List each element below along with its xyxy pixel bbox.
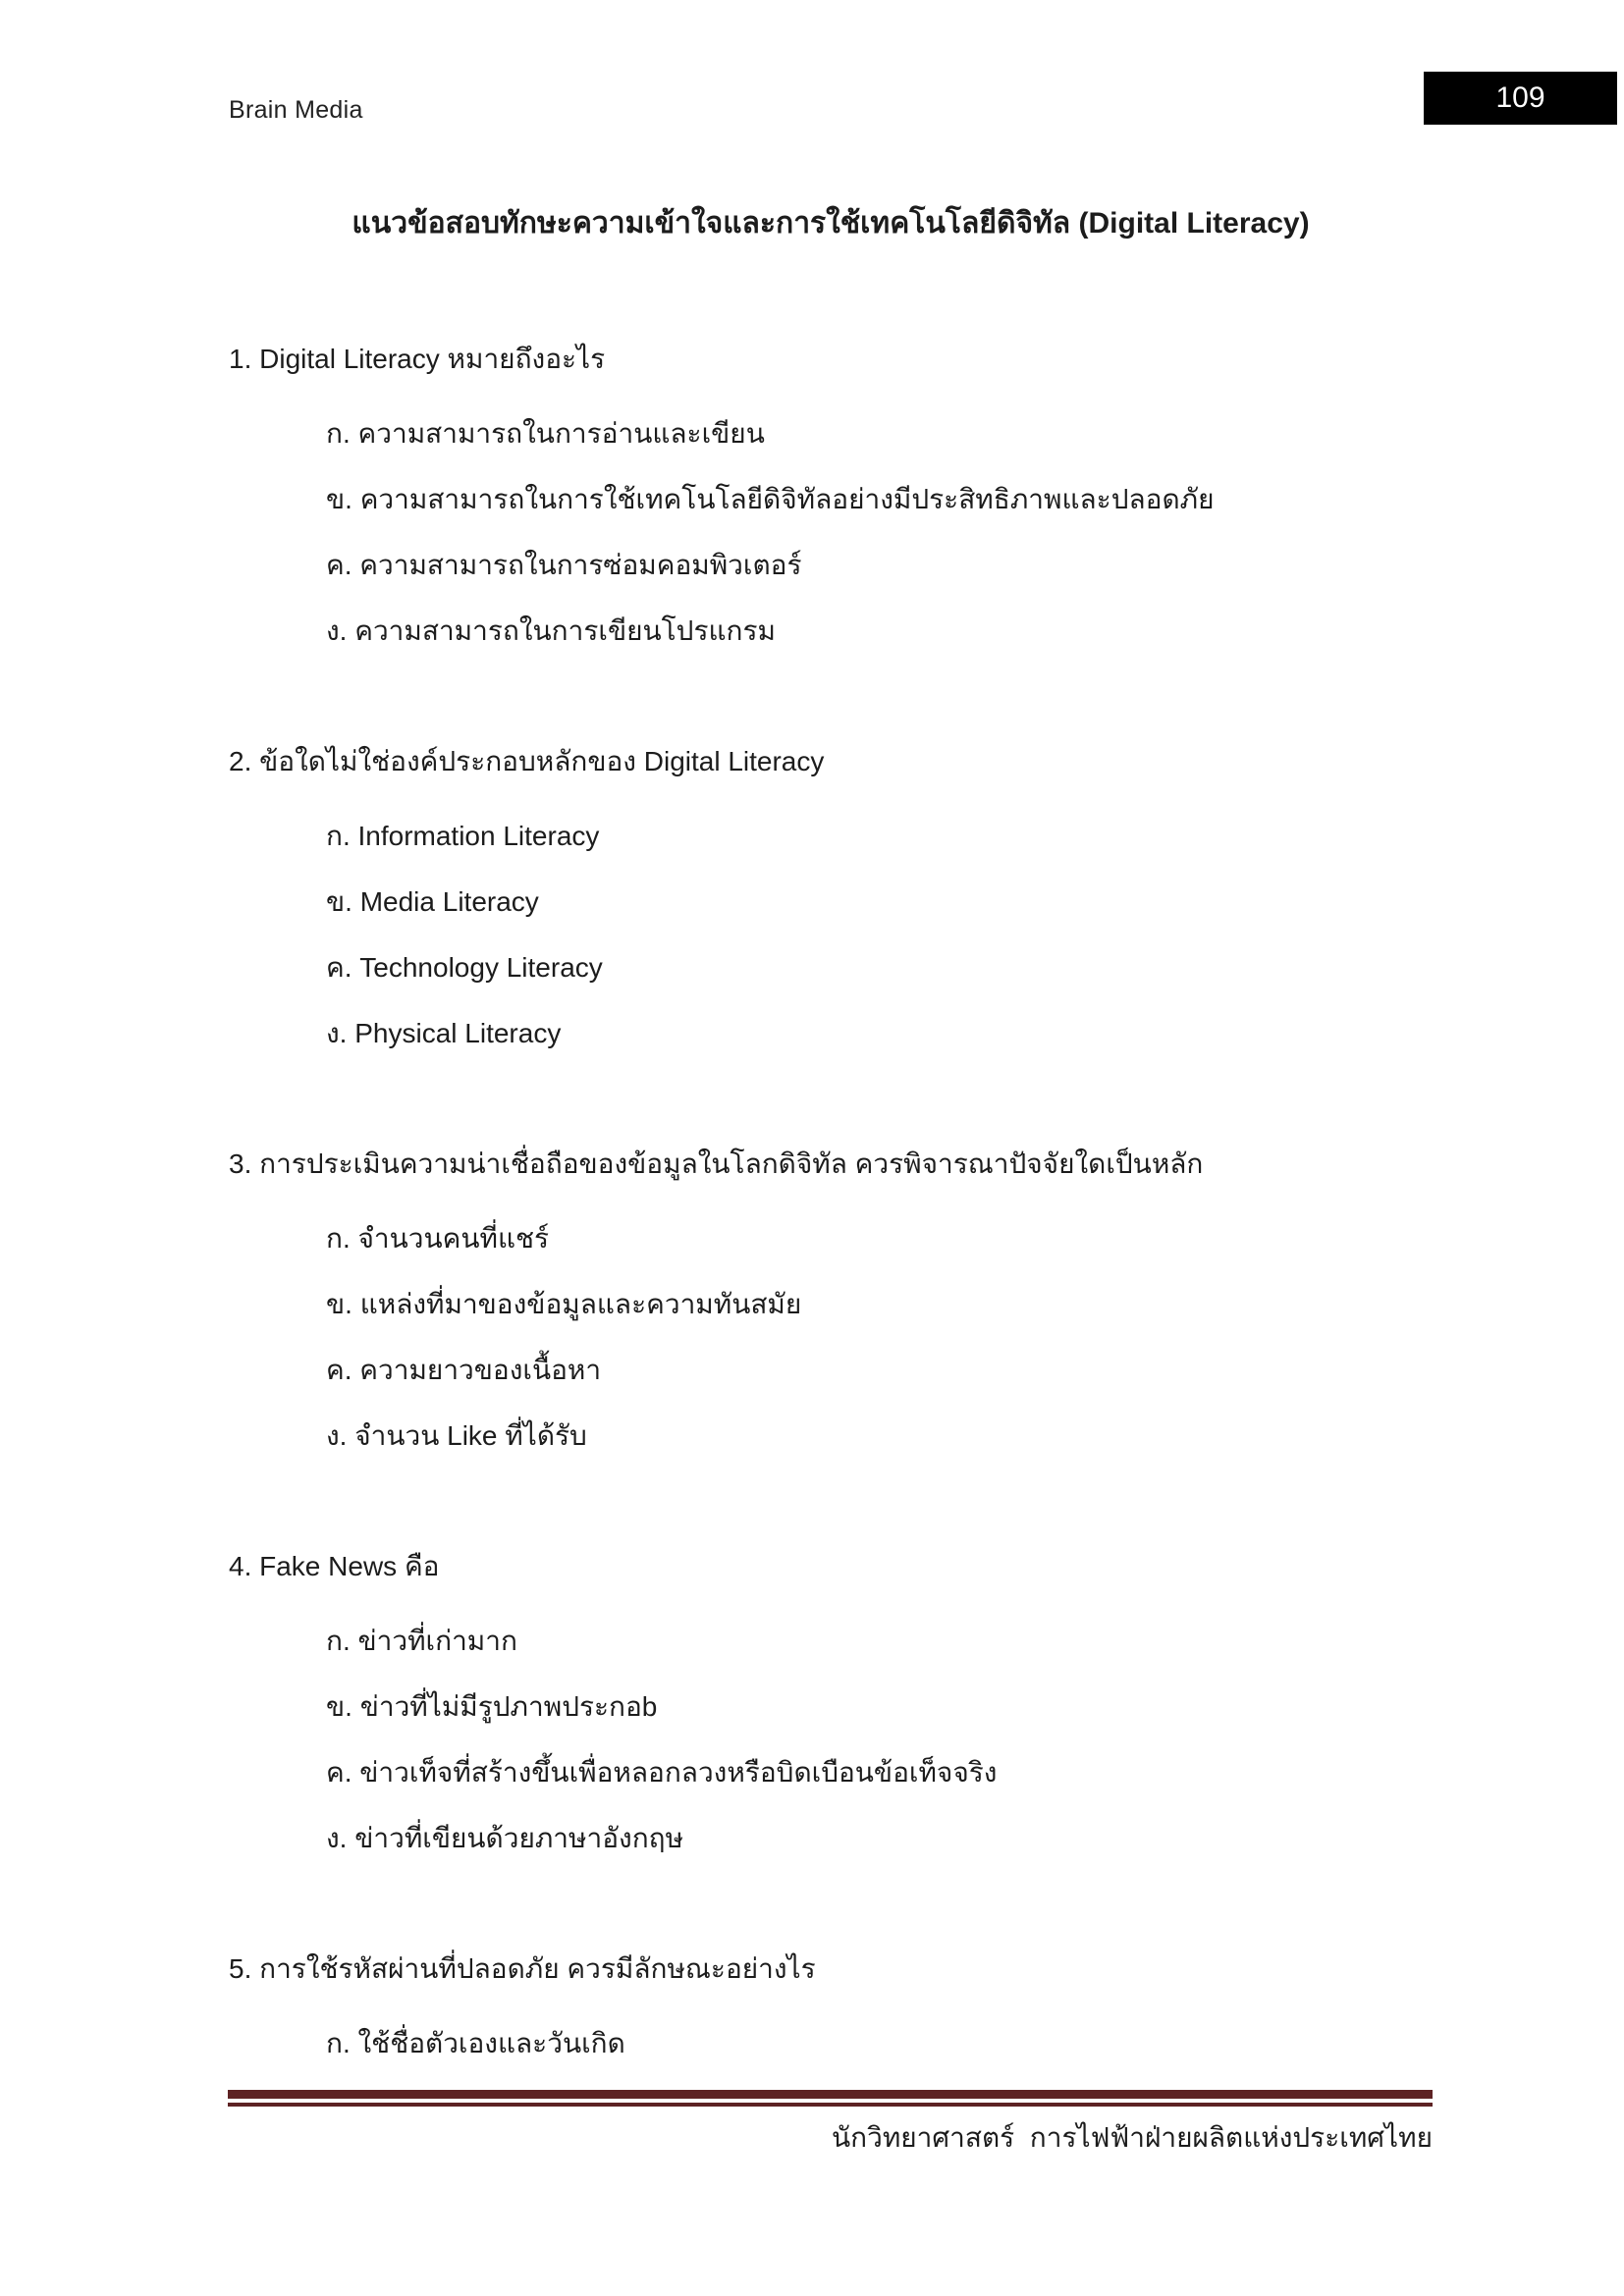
question-item — [229, 340, 1433, 651]
question-text: 5. การใช้รหัสผ่านที่ปลอดภัย ควรมีลักษณะอย่างไร — [229, 1953, 816, 1984]
option-text: ข. ความสามารถในการใช้เทคโนโลยีดิจิทัลอย่างมีประสิทธิภาพและปลอดภัย — [326, 484, 1215, 514]
question-text: 2. ข้อใดไม่ใช่องค์ประกอบหลักของ Digital Literacy — [229, 746, 825, 776]
option-text: ง. Physical Literacy — [326, 1018, 562, 1048]
question-item — [229, 742, 1433, 1053]
page-title: แนวข้อสอบทักษะความเข้าใจและการใช้เทคโนโลยีดิจิทัล (Digital Literacy) — [352, 207, 1310, 240]
option-text: ง. จำนวน Like ที่ได้รับ — [326, 1420, 587, 1451]
question-item — [229, 1949, 1433, 2063]
footer-text: นักวิทยาศาสตร์ การไฟฟ้าฝ่ายผลิตแห่งประเทศไทย — [832, 2122, 1433, 2153]
option-text: ก. ความสามารถในการอ่านและเขียน — [326, 418, 765, 449]
question-text: 1. Digital Literacy หมายถึงอะไร — [229, 344, 606, 374]
option-text: ข. Media Literacy — [326, 886, 539, 917]
option-text: ง. ความสามารถในการเขียนโปรแกรม — [326, 615, 776, 646]
option-text: ก. ข่าวที่เก่ามาก — [326, 1626, 517, 1656]
footer-rule — [228, 2090, 1433, 2107]
question-item — [229, 1145, 1433, 1456]
option-text: ก. ใช้ชื่อตัวเองและวันเกิด — [326, 2028, 625, 2058]
question-list — [229, 340, 1433, 2063]
option-text: ก. จำนวนคนที่แชร์ — [326, 1223, 550, 1254]
brand-text: Brain Media — [229, 96, 363, 124]
page-number-badge — [1424, 72, 1617, 125]
option-text: ค. ข่าวเท็จที่สร้างขึ้นเพื่อหลอกลวงหรือบิดเบือนข้อเท็จจริง — [326, 1757, 998, 1788]
option-text: ข. ข่าวที่ไม่มีรูปภาพประกอb — [326, 1691, 658, 1722]
page-number: 109 — [1495, 81, 1545, 114]
question-item — [229, 1547, 1433, 1858]
option-text: ค. Technology Literacy — [326, 952, 603, 983]
question-text: 4. Fake News คือ — [229, 1551, 440, 1581]
option-text: ข. แหล่งที่มาของข้อมูลและความทันสมัย — [326, 1289, 802, 1319]
option-text: ค. ความสามารถในการซ่อมคอมพิวเตอร์ — [326, 550, 802, 580]
option-text: ง. ข่าวที่เขียนด้วยภาษาอังกฤษ — [326, 1823, 684, 1853]
option-text: ก. Information Literacy — [326, 821, 600, 851]
question-text: 3. การประเมินความน่าเชื่อถือของข้อมูลในโลกดิจิทัล ควรพิจารณาปัจจัยใดเป็นหลัก — [229, 1148, 1204, 1179]
option-text: ค. ความยาวของเนื้อหา — [326, 1355, 602, 1385]
